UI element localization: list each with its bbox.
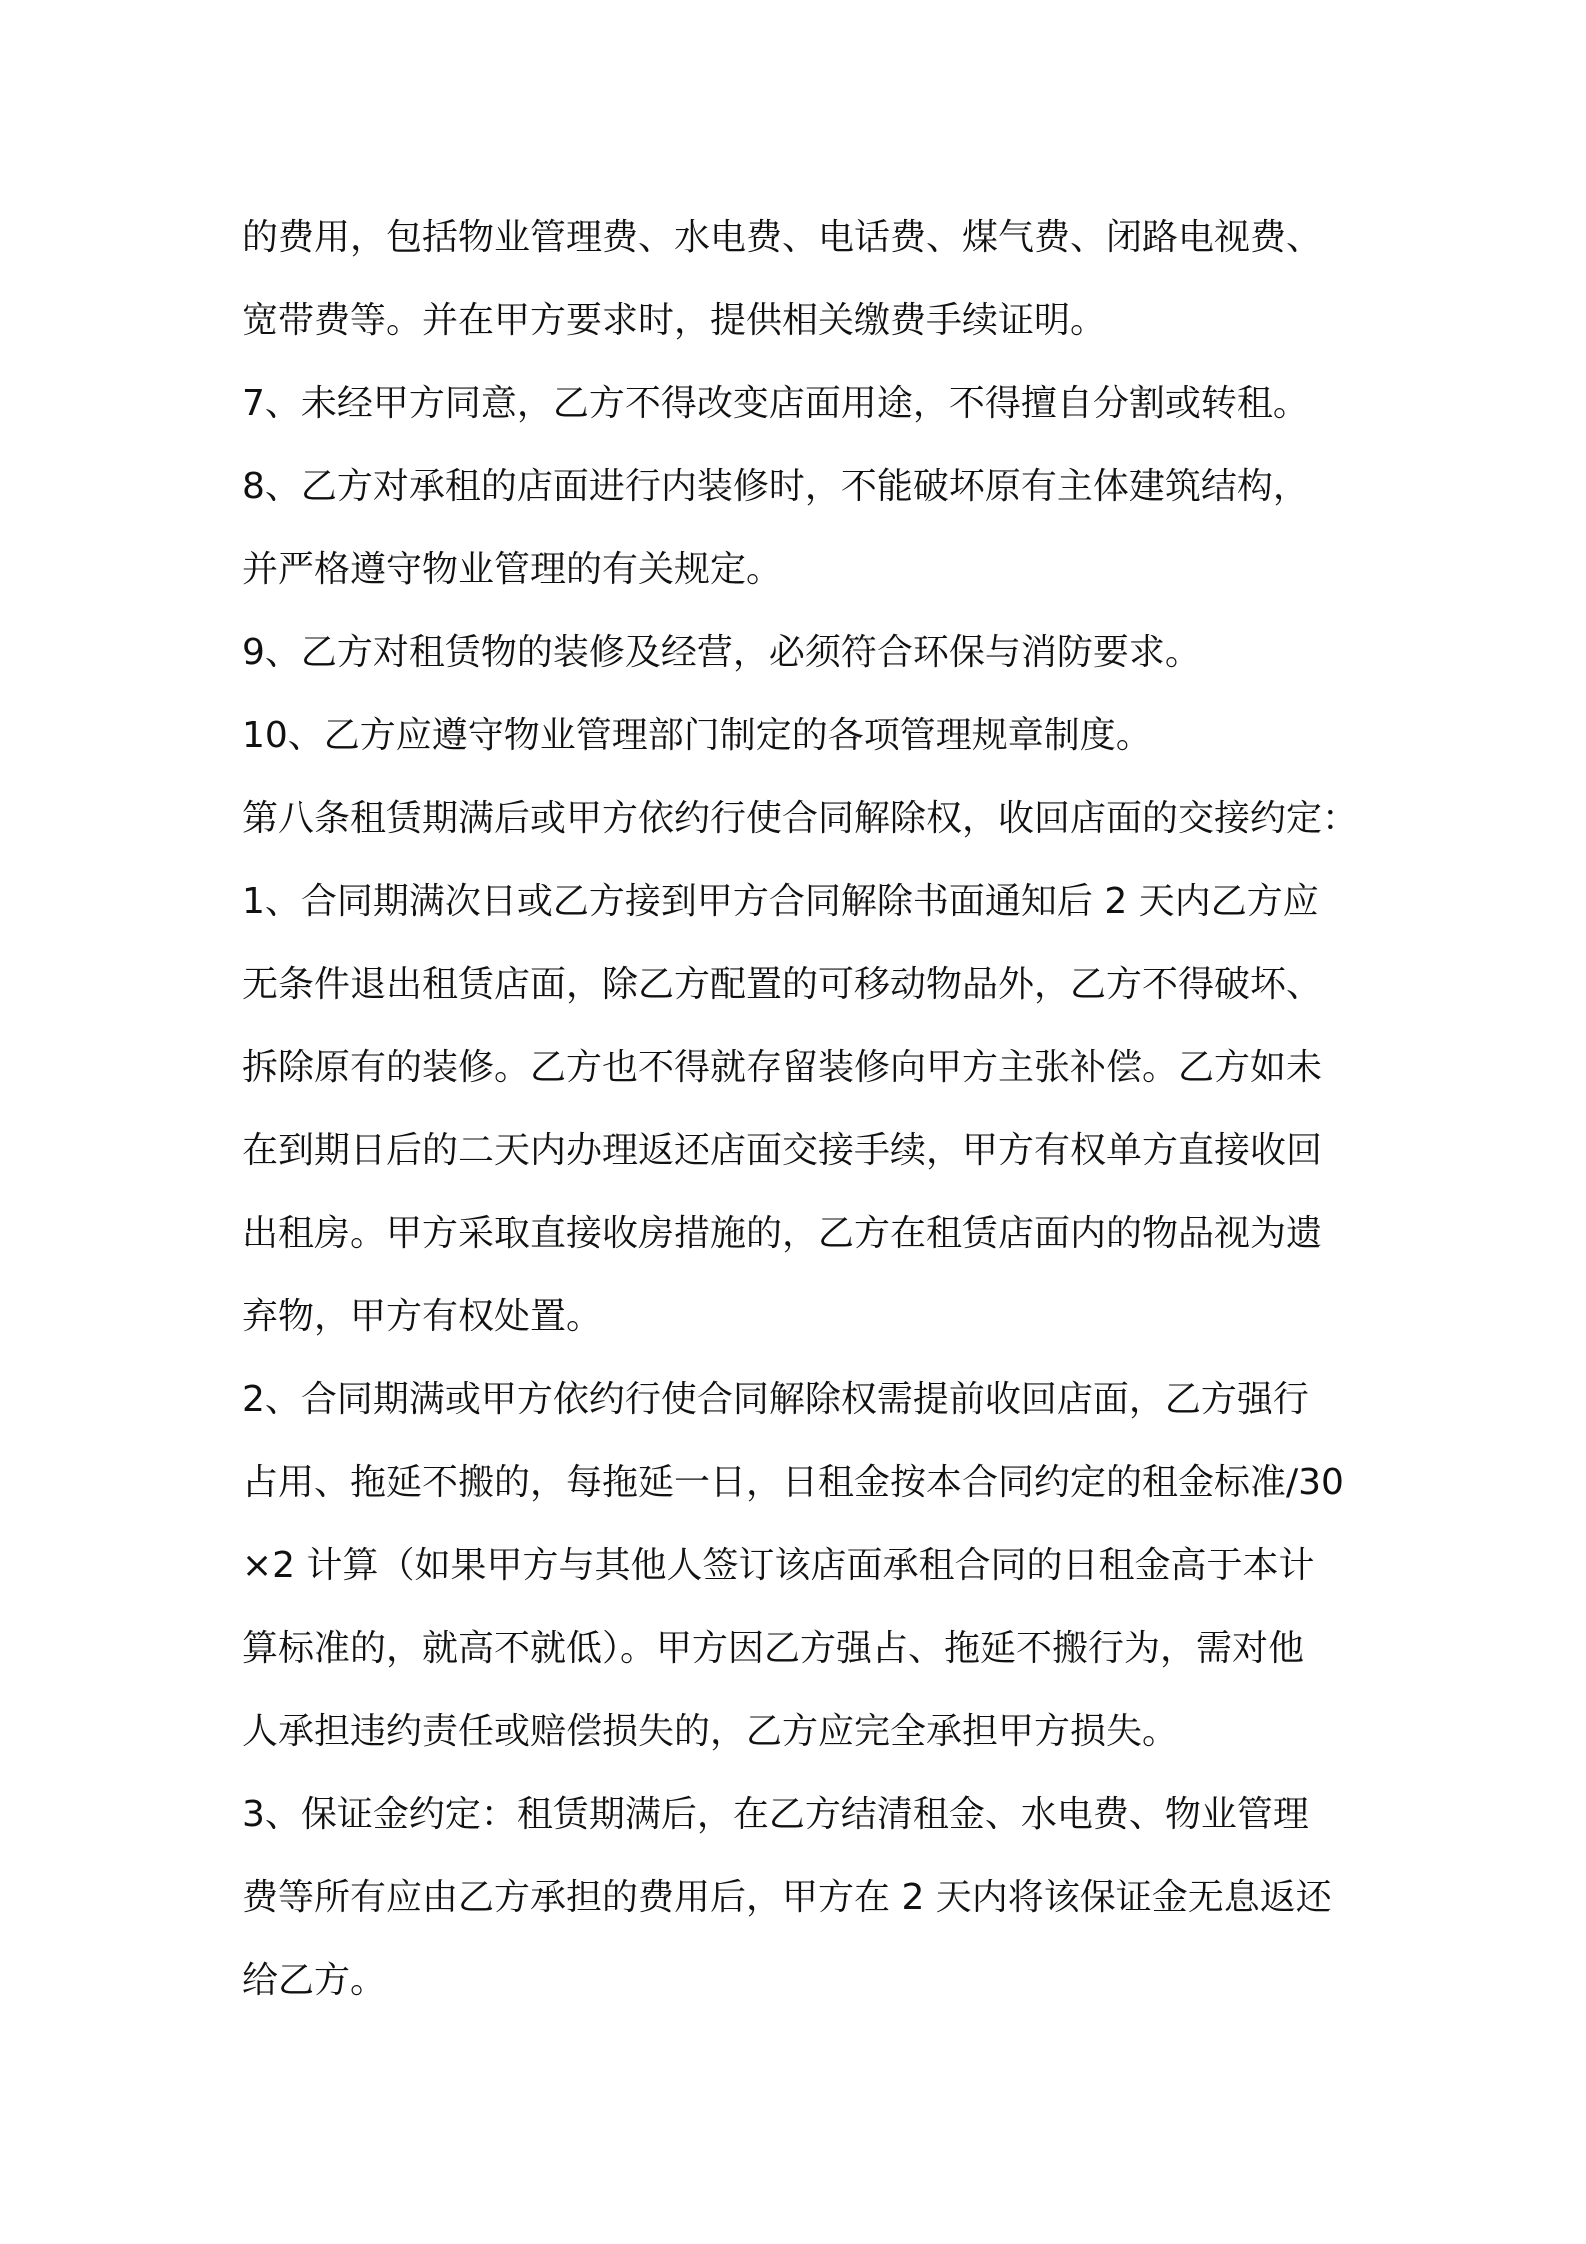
text-line: 人承担违约责任或赔偿损失的，乙方应完全承担甲方损失。 xyxy=(242,1711,1179,1752)
clause-9: 9、乙方对租赁物的装修及经营，必须符合环保与消防要求。 xyxy=(242,632,1201,673)
text-line: 费等所有应由乙方承担的费用后，甲方在 2 天内将该保证金无息返还 xyxy=(242,1877,1332,1918)
clause-7: 7、未经甲方同意，乙方不得改变店面用途，不得擅自分割或转租。 xyxy=(242,383,1309,424)
text-line: 的费用，包括物业管理费、水电费、电话费、煤气费、闭路电视费、 xyxy=(242,217,1323,258)
text-line: 宽带费等。并在甲方要求时，提供相关缴费手续证明。 xyxy=(242,300,1107,341)
article-8-item-3: 3、保证金约定：租赁期满后，在乙方结清租金、水电费、物业管理 xyxy=(242,1794,1309,1835)
article-8-item-1: 1、合同期满次日或乙方接到甲方合同解除书面通知后 2 天内乙方应 xyxy=(242,881,1319,922)
text-line: 出租房。甲方采取直接收房措施的，乙方在租赁店面内的物品视为遗 xyxy=(242,1213,1323,1254)
clause-10: 10、乙方应遵守物业管理部门制定的各项管理规章制度。 xyxy=(242,715,1152,756)
article-8-heading: 第八条租赁期满后或甲方依约行使合同解除权，收回店面的交接约定： xyxy=(242,798,1359,839)
text-line: 弃物，甲方有权处置。 xyxy=(242,1296,603,1337)
text-line: 并严格遵守物业管理的有关规定。 xyxy=(242,549,783,590)
contract-text-body xyxy=(242,196,1362,2022)
text-line: 在到期日后的二天内办理返还店面交接手续，甲方有权单方直接收回 xyxy=(242,1130,1323,1171)
text-line: 无条件退出租赁店面，除乙方配置的可移动物品外，乙方不得破坏、 xyxy=(242,964,1323,1005)
clause-8: 8、乙方对承租的店面进行内装修时，不能破坏原有主体建筑结构， xyxy=(242,466,1309,507)
text-line: 算标准的，就高不就低）。甲方因乙方强占、拖延不搬行为，需对他 xyxy=(242,1628,1305,1669)
text-line: 占用、拖延不搬的，每拖延一日，日租金按本合同约定的租金标准/30 xyxy=(242,1462,1344,1503)
text-line: 拆除原有的装修。乙方也不得就存留装修向甲方主张补偿。乙方如未 xyxy=(242,1047,1323,1088)
article-8-item-2: 2、合同期满或甲方依约行使合同解除权需提前收回店面，乙方强行 xyxy=(242,1379,1309,1420)
text-line: 给乙方。 xyxy=(242,1960,387,2001)
text-line: ×2 计算（如果甲方与其他人签订该店面承租合同的日租金高于本计 xyxy=(242,1545,1315,1586)
